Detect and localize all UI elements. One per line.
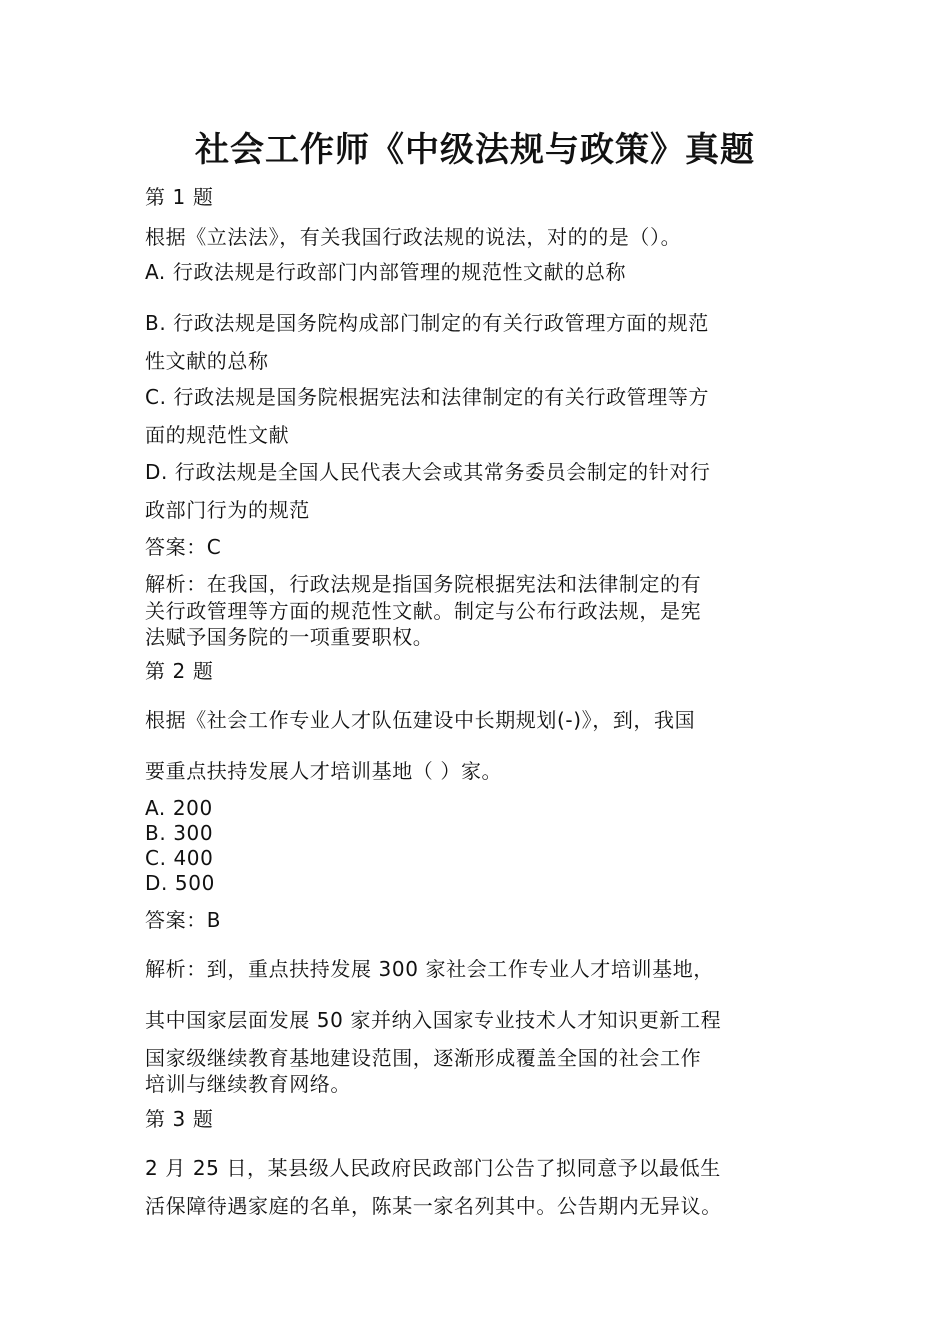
q3-stem-line1: 2 月 25 日，某县级人民政府民政部门公告了拟同意予以最低生 [145,1156,721,1180]
q1-heading: 第 1 题 [145,185,214,209]
q2-option-d: D. 500 [145,871,215,895]
q2-analysis-line2: 其中国家层面发展 50 家并纳入国家专业技术人才知识更新工程 [145,1008,722,1032]
q1-analysis-line2: 关行政管理等方面的规范性文献。制定与公布行政法规，是宪 [145,599,702,623]
q1-option-c-line1: C. 行政法规是国务院根据宪法和法律制定的有关行政管理等方 [145,385,710,409]
q1-option-c-line2: 面的规范性文献 [145,423,290,447]
q1-analysis-line1: 解析：在我国，行政法规是指国务院根据宪法和法律制定的有 [145,572,702,596]
document-title: 社会工作师《中级法规与政策》真题 [195,130,755,170]
q2-stem-line1: 根据《社会工作专业人才队伍建设中长期规划(-)》，到，我国 [145,708,696,732]
q2-stem-line2: 要重点扶持发展人才培训基地（ ）家。 [145,759,503,783]
q1-option-d-line1: D. 行政法规是全国人民代表大会或其常务委员会制定的针对行 [145,460,711,484]
q2-option-c: C. 400 [145,846,214,870]
q1-answer: 答案：C [145,535,222,559]
q2-heading: 第 2 题 [145,659,214,683]
q1-analysis-line3: 法赋予国务院的一项重要职权。 [145,625,434,649]
q2-analysis-line3: 国家级继续教育基地建设范围，逐渐形成覆盖全国的社会工作 [145,1046,702,1070]
q2-option-b: B. 300 [145,821,214,845]
q2-analysis-line1: 解析：到，重点扶持发展 300 家社会工作专业人才培训基地， [145,957,714,981]
q1-stem: 根据《立法法》，有关我国行政法规的说法，对的的是（）。 [145,225,682,249]
q1-option-d-line2: 政部门行为的规范 [145,498,310,522]
q2-answer: 答案：B [145,908,222,932]
q1-option-b-line1: B. 行政法规是国务院构成部门制定的有关行政管理方面的规范 [145,311,709,335]
q1-option-a: A. 行政法规是行政部门内部管理的规范性文献的总称 [145,260,627,284]
q1-option-b-line2: 性文献的总称 [145,349,269,373]
q2-option-a: A. 200 [145,796,213,820]
q2-analysis-line4: 培训与继续教育网络。 [145,1072,351,1096]
q3-heading: 第 3 题 [145,1107,214,1131]
q3-stem-line2: 活保障待遇家庭的名单，陈某一家名列其中。公告期内无异议。 [145,1194,722,1218]
